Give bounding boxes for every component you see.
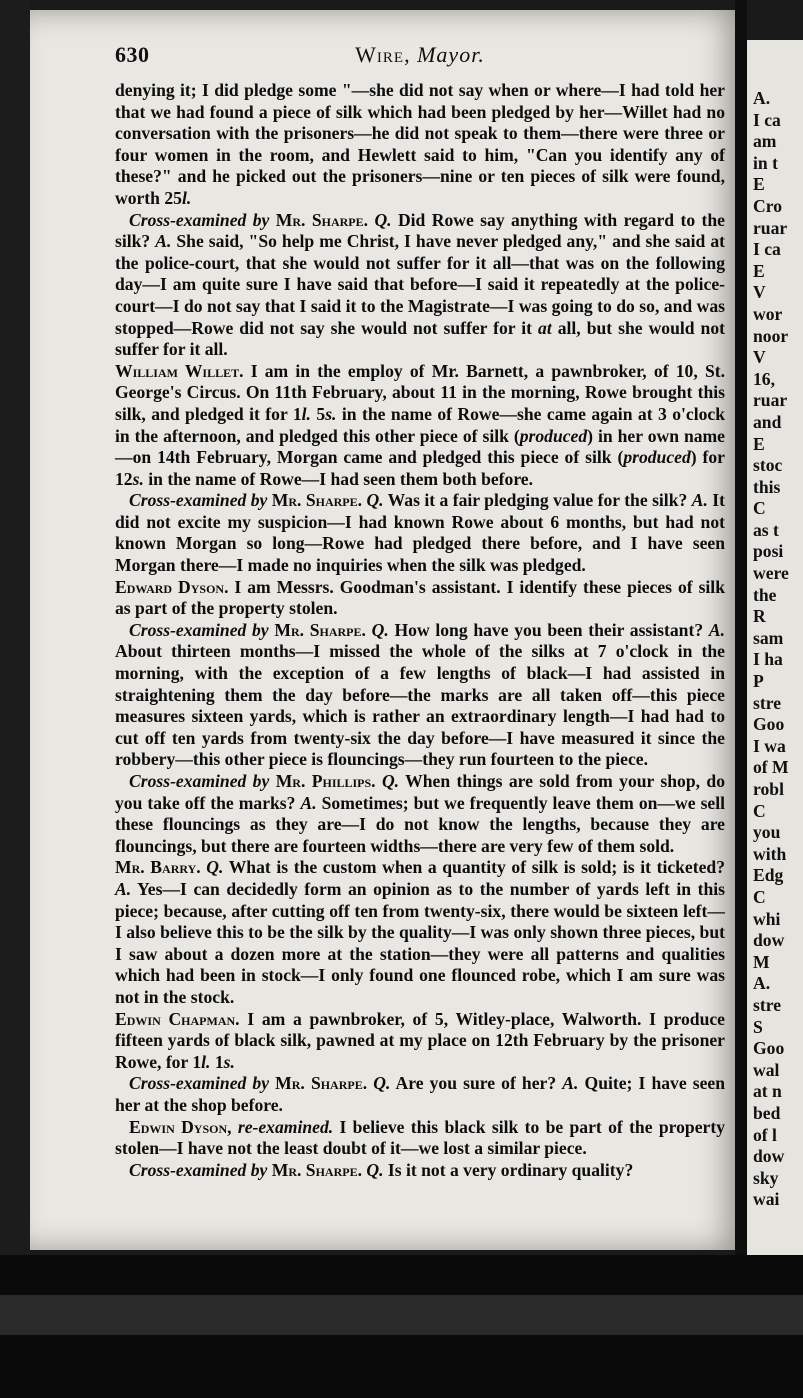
text-run: Q.	[366, 490, 384, 511]
right-page-fragment: bed	[753, 1102, 781, 1123]
text-run: produced	[519, 425, 588, 446]
right-page-fragment: E	[753, 433, 765, 454]
paragraph	[115, 620, 725, 771]
text-run: Is it not a very ordinary quality?	[383, 1159, 634, 1180]
right-page-fragment: dow	[753, 1146, 785, 1167]
text-run: Mr. Barry.	[115, 857, 201, 878]
text-run: l.	[181, 187, 192, 208]
right-page-fragment: dow	[753, 930, 785, 951]
text-run: Mr. Sharpe.	[271, 1159, 362, 1180]
text-run: A.	[708, 619, 725, 640]
right-page-fragment: stoc	[753, 455, 783, 476]
right-page-fragment: 16,	[753, 368, 775, 389]
right-page-fragment: and	[753, 411, 782, 432]
paragraph	[115, 361, 725, 491]
text-run: William Willet.	[115, 360, 244, 381]
text-run: 1	[210, 1051, 224, 1072]
right-page-fragment: with	[753, 843, 787, 864]
right-page-fragment: V	[753, 282, 766, 303]
paragraph	[115, 1009, 725, 1074]
running-head	[115, 42, 725, 68]
text-run: Cross-examined by	[129, 1073, 270, 1094]
text-run: I am in the employ of Mr. Barnett, a pawnbroker, of 10, St. George's Circus. On 11th February, about 11 in the morning, Rowe brought this silk, and pledged it for 1	[115, 360, 725, 424]
text-run: Yes—I can decidedly form an opinion as to the number of yards left in this piece; because, after cutting off ten from twenty-six, there would be sixteen left—I also believe this to be the silk by the quality—I was only shown three pieces, but I saw about a dozen more at the station—they were all patterns and qualities which had been in stock—I only found one flounced robe, which I am sure was not in the stock.	[115, 878, 725, 1007]
text-run: Did Rowe say anything with regard to the silk?	[115, 209, 725, 252]
text-run: A.	[300, 792, 317, 813]
text-run: Edward Dyson.	[115, 576, 229, 597]
right-page-fragment: ruar	[753, 390, 788, 411]
right-page-fragment: were	[753, 563, 789, 584]
right-page-fragment: Cro	[753, 195, 782, 216]
text-run: Cross-examined by	[129, 490, 268, 511]
right-page-fragment: C	[753, 800, 766, 821]
right-page-fragment: P	[753, 671, 764, 692]
text-run: Mr. Sharpe.	[275, 209, 369, 230]
text-run: l.	[201, 1051, 211, 1072]
text-run: Cross-examined by	[129, 771, 270, 791]
running-head-name: Wire,	[355, 42, 411, 67]
right-page-fragment: A.	[753, 88, 771, 108]
text-run: How long have you been their assistant?	[388, 619, 709, 640]
text-run: all, but she would not suffer for it all.	[115, 317, 725, 360]
paragraph	[115, 771, 725, 857]
text-run: Was it a fair pledging value for the silk?	[383, 490, 692, 511]
text-run: Cross-examined by	[129, 209, 270, 230]
text-run: re-examined.	[237, 1116, 334, 1137]
right-page-fragment: A.	[753, 973, 771, 994]
text-run: A.	[562, 1073, 579, 1094]
text-run: denying it; I did pledge some "—she did not say when or where—I had told her that we had found a piece of silk which had been pledged by her—Willet had no conversation with the prisoners—he did not speak to them—there were three or four women in the room, and Hewlett said to him, "Can you identify any of these?" and he picked out the prisoners—nine or ten pieces of silk were found, worth 25	[115, 80, 725, 208]
text-run: ) in her own name—on 14th February, Morgan came and pledged this piece of silk (	[115, 425, 725, 468]
text-run: About thirteen months—I missed the whole of the silks at 7 o'clock in the morning, with the exception of a few lengths of black—I had assisted in straightening them the day before—the marks are all taken off—this piece measures sixteen yards, which is rather an extraordinary length—I had had to cut off ten yards from twenty-six the day before—I have measured it since the robbery—this other piece is flouncings—they run fourteen to the piece.	[115, 641, 725, 770]
text-run: Mr. Phillips.	[275, 771, 376, 791]
right-page-fragment: of l	[753, 1124, 777, 1145]
right-page-fragment: M	[753, 951, 770, 972]
right-page-fragment: you	[753, 822, 781, 843]
paragraph	[115, 1160, 725, 1182]
right-page-fragment: whi	[753, 908, 781, 929]
text-run: 5	[310, 403, 326, 424]
paragraph	[115, 577, 725, 620]
paragraph	[115, 210, 725, 361]
text-run: Mr. Sharpe.	[271, 490, 363, 511]
text-run: Mr. Sharpe.	[275, 1073, 368, 1094]
right-page-fragment: the	[753, 584, 777, 605]
right-page-fragment: am	[753, 131, 777, 152]
right-page-fragment: E	[753, 174, 765, 195]
text-run: l.	[301, 403, 311, 424]
right-page-edge	[747, 40, 803, 1260]
right-page-fragment: C	[753, 886, 766, 907]
text-run: Are you sure of her?	[390, 1073, 563, 1094]
right-page-fragment: as t	[753, 519, 779, 540]
text-run: s.	[223, 1051, 235, 1072]
right-page-fragment: stre	[753, 692, 782, 713]
text-run: Q.	[206, 857, 224, 878]
text-run: produced	[623, 447, 691, 468]
paragraph	[115, 857, 725, 1008]
right-page-fragment: at n	[753, 1081, 782, 1102]
paragraph	[115, 490, 725, 576]
text-run: I am a pawnbroker, of 5, Witley-place, Walworth. I produce fifteen yards of black silk, pawned at my place on 12th February by the prisoner Rowe, for 1	[115, 1008, 725, 1072]
text-run: It did not excite my suspicion—I had known Rowe about 6 months, but had not known Morgan so long—Rowe had pledged there before, and I have seen Morgan there—I made no inquiries when the silk was pledged.	[115, 490, 725, 576]
text-run: When things are sold from your shop, do you take off the marks?	[115, 771, 726, 813]
text-run: A.	[691, 490, 708, 511]
text-run: Edwin Dyson,	[129, 1116, 232, 1137]
text-run: Cross-examined by	[129, 1159, 268, 1180]
right-page-fragment: R	[753, 606, 766, 627]
text-run: s.	[325, 403, 337, 424]
paragraph	[115, 80, 725, 210]
right-page-fragment: sky	[753, 1167, 779, 1188]
scan-left-margin	[0, 0, 30, 1260]
text-run: Q.	[373, 1073, 391, 1094]
right-page-fragment: I wa	[753, 735, 786, 756]
right-page-fragment: S	[753, 1016, 763, 1037]
right-page-fragments	[753, 88, 803, 1211]
text-run: She said, "So help me Christ, I have never pledged any," and she said at the police-court, that she would not suffer for it all—that was on the following day—I am quite sure I have said that before—I said it repeatedly at the police-court—I do not say that I said it to the Magistrate—I was going to do so, and was stopped—Rowe did not say she would not suffer for it	[115, 231, 725, 338]
text-run: What is the custom when a quantity of silk is sold; is it ticketed?	[223, 857, 725, 878]
text-run: s.	[132, 468, 144, 489]
right-page-fragment: posi	[753, 541, 784, 562]
right-page-fragment: Goo	[753, 1038, 785, 1059]
right-page-fragment: sam	[753, 627, 784, 648]
running-head-title: Mayor.	[417, 42, 485, 67]
text-run: Mr. Sharpe.	[274, 619, 366, 640]
text-run: Q.	[381, 771, 400, 791]
text-run: ) for 12	[115, 447, 725, 489]
text-run: I am Messrs. Goodman's assistant. I identify these pieces of silk as part of the property stolen.	[115, 576, 725, 619]
text-run: Cross-examined by	[129, 619, 269, 640]
text-run: A.	[155, 231, 172, 252]
right-page-fragment: noor	[753, 325, 789, 346]
paragraph	[115, 1117, 725, 1160]
text-run: A.	[115, 878, 132, 899]
right-page-fragment: wal	[753, 1059, 780, 1080]
text-run: in the name of Rowe—I had seen them both before.	[143, 468, 534, 489]
right-page-fragment: E	[753, 260, 765, 281]
right-page-fragment: of M	[753, 757, 789, 778]
right-page-fragment: wor	[753, 303, 783, 324]
text-run: Edwin Chapman.	[115, 1008, 240, 1029]
book-gutter	[735, 0, 747, 1260]
text-run: Q.	[374, 209, 392, 230]
text-run: at	[538, 317, 552, 338]
right-page-fragment: wai	[753, 1189, 780, 1210]
right-page-fragment: I ca	[753, 109, 781, 130]
page-number: 630	[115, 42, 150, 67]
right-page-fragment: C	[753, 498, 766, 519]
scan-bottom-shadow	[0, 1255, 803, 1398]
text-run: I believe this black silk to be part of the property stolen—I have not the least doubt of it—we lost a similar piece.	[115, 1116, 725, 1159]
right-page-fragment: ruar	[753, 217, 788, 238]
right-page-fragment: V	[753, 347, 766, 368]
body-text	[115, 80, 725, 1181]
right-page-fragment: Edg	[753, 865, 784, 886]
text-run: Q.	[371, 619, 389, 640]
text-run: Sometimes; but we frequently leave them on—we sell these flouncings as they are—I do not know the lengths, because they are flouncings, but there are fourteen widths—there are very few of them sold.	[115, 792, 725, 856]
right-page-fragment: in t	[753, 152, 778, 173]
right-page-fragment: I ha	[753, 649, 783, 670]
right-page-fragment: robl	[753, 779, 784, 799]
text-run: Q.	[366, 1159, 384, 1180]
right-page-fragment: I ca	[753, 239, 781, 260]
text-run: Quite; I have seen her at the shop before.	[115, 1073, 726, 1115]
right-page-fragment: this	[753, 476, 781, 497]
right-page-fragment: stre	[753, 994, 782, 1015]
right-page-fragment: Goo	[753, 714, 785, 735]
page-header	[115, 42, 725, 76]
text-run: in the name of Rowe—she came again at 3 o'clock in the afternoon, and pledged this other piece of silk (	[115, 403, 725, 446]
paragraph	[115, 1073, 725, 1116]
